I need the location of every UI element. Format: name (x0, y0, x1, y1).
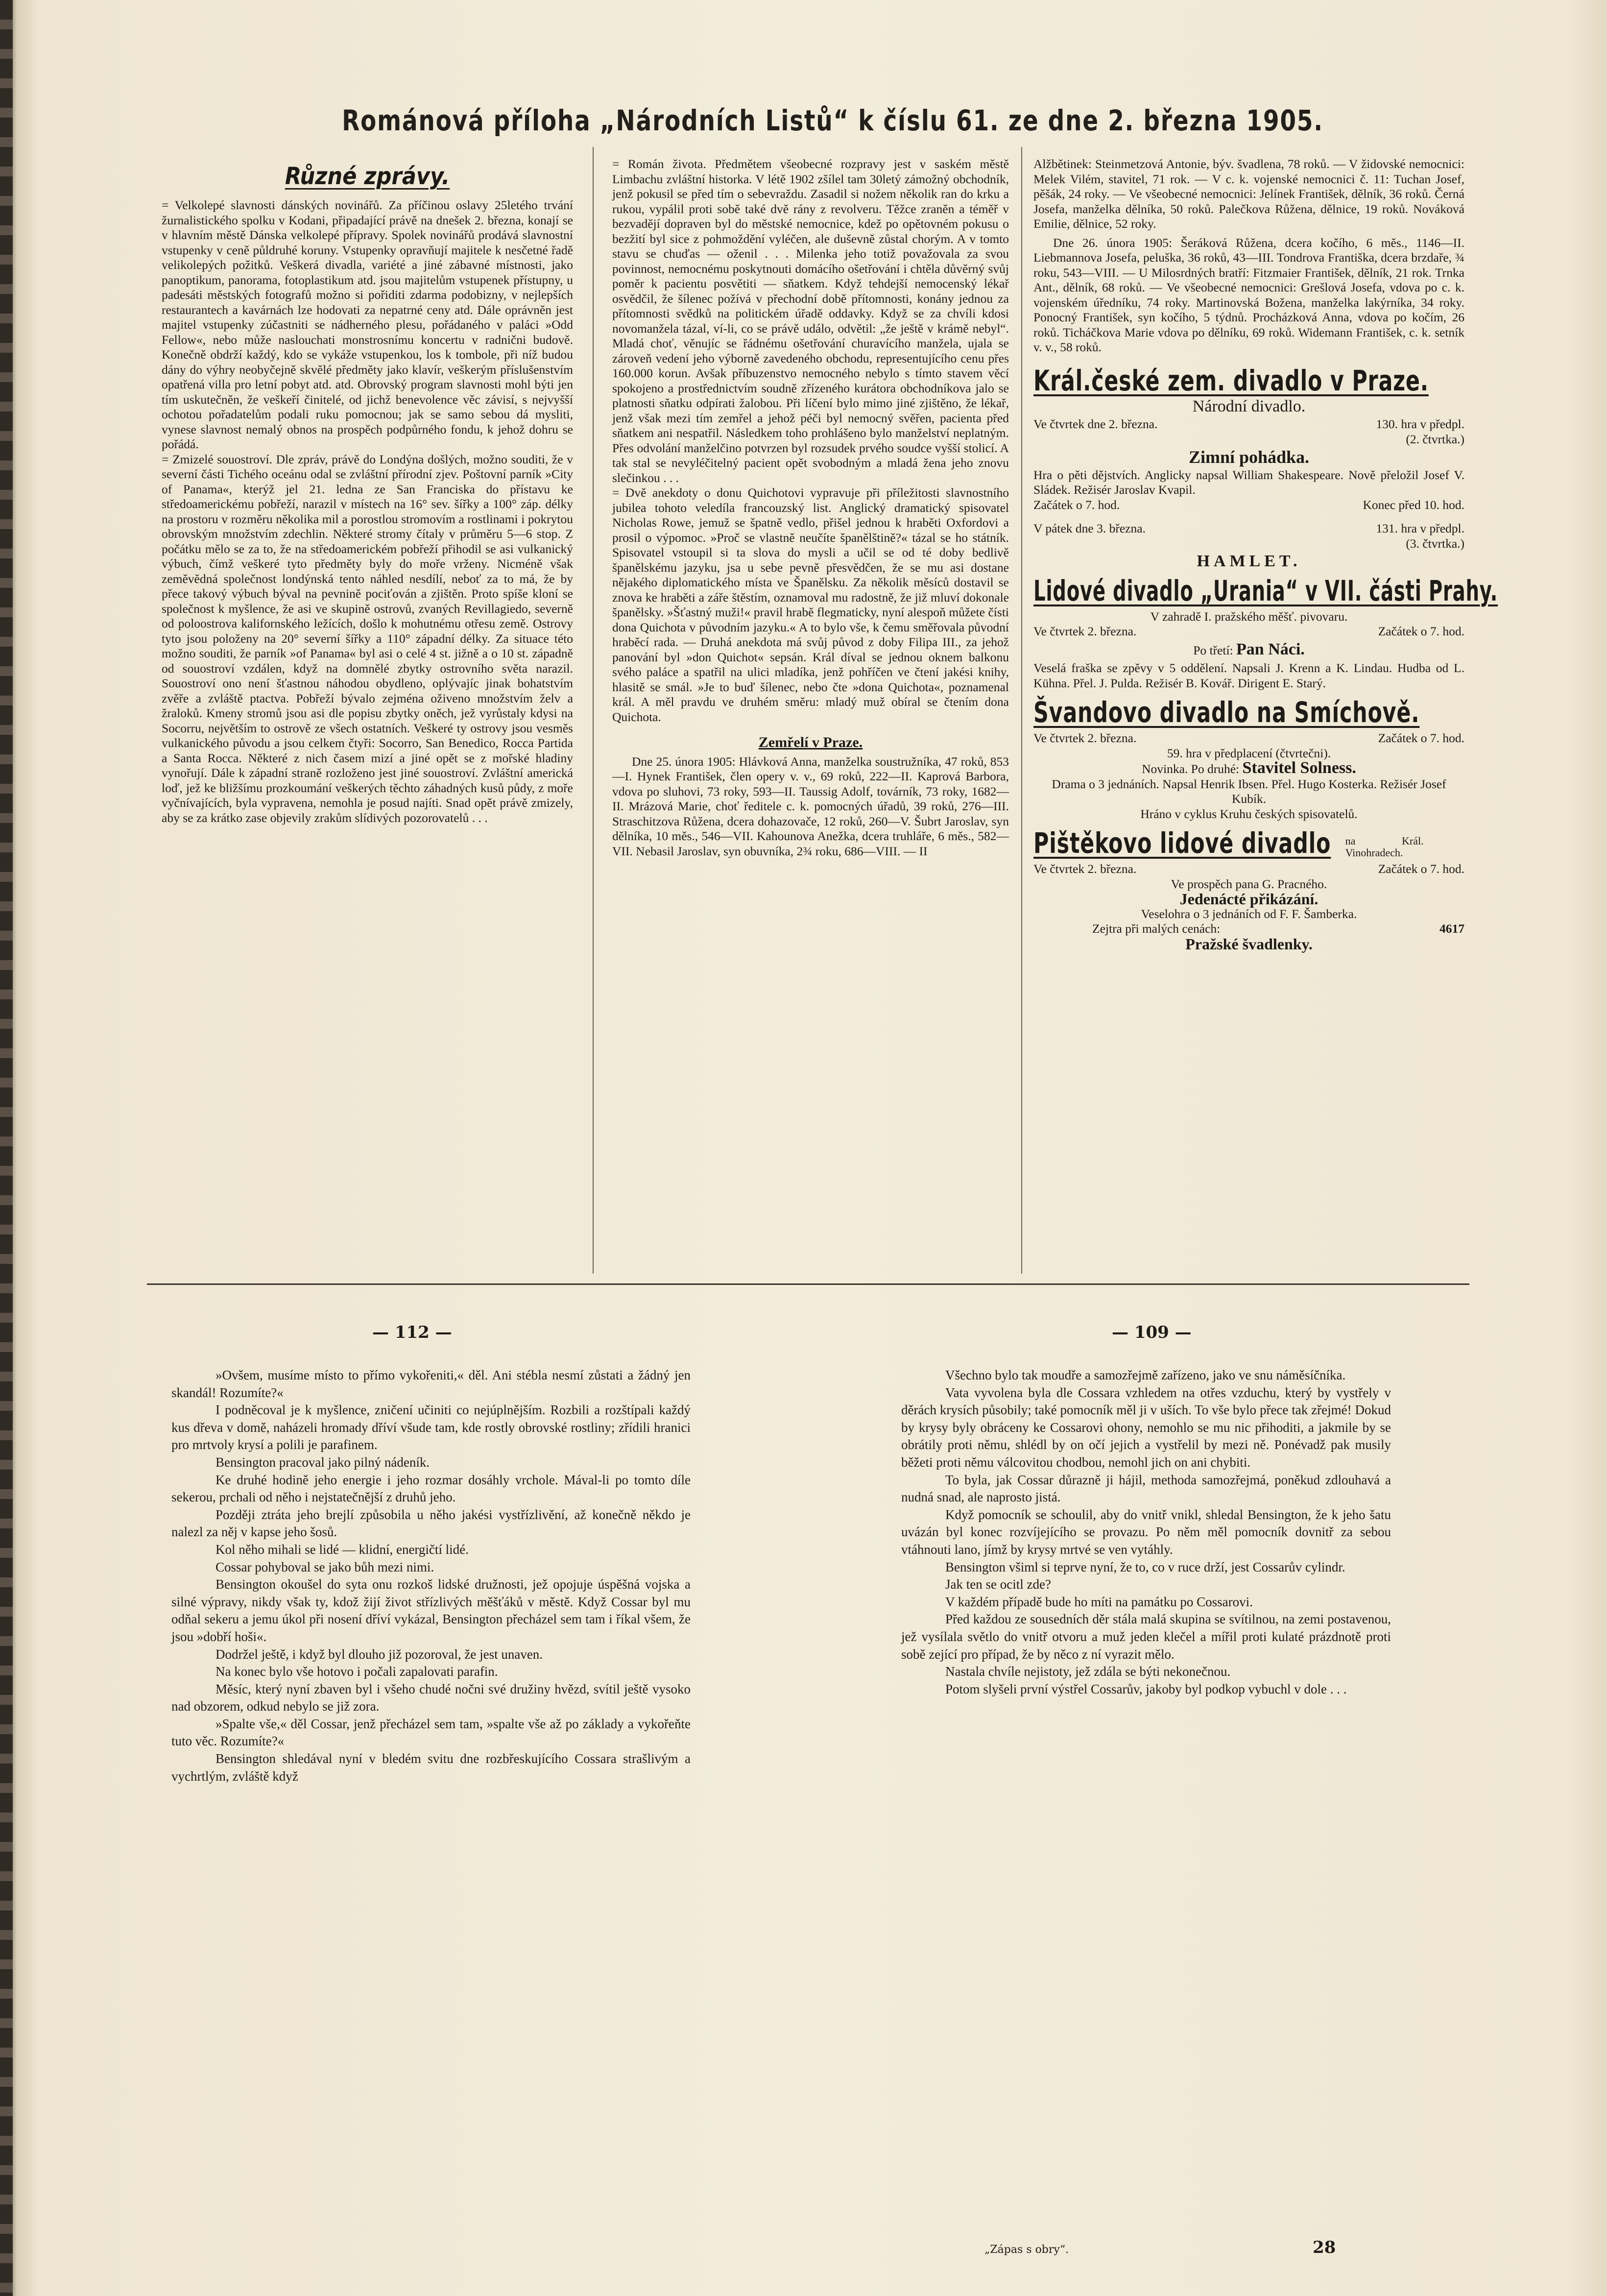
play-description: Veselá fraška se zpěvy v 5 oddělení. Napsali J. Krenn a K. Lindau. Hudba od L. Kühna. Přel. J. Pulda. Režisér B. Kovář. Dirigent E. Starý. (1033, 661, 1464, 690)
play-title: Stavitel Solness. (1242, 759, 1356, 777)
novel-paragraph: »Spalte vše,« děl Cossar, jenž přecházel sem tam, »spalte vše až po základy a vykořeňte tuto věc. Rozumíte?« (171, 1716, 691, 1749)
page-number-left: — 112 — (372, 1323, 452, 1342)
subscription-info: 59. hra v předplacení (čtvrtečni). (1167, 746, 1331, 760)
novel-paragraph: Ke druhé hodině jeho energie i jeho rozmar dosáhly vrchole. Mával-li po tomto díle sekerou, prchali od něho i nejstatečnější z druhů jeho. (171, 1472, 691, 1505)
start-time: Začátek o 7. hod. (1378, 862, 1464, 876)
sheet-number: 28 (1313, 2238, 1336, 2257)
performance-date: V pátek dne 3. března. (1033, 521, 1146, 535)
subscription-quarter: (3. čtvrtka.) (1406, 536, 1464, 551)
subscription-info: 130. hra v předpl. (1376, 417, 1464, 431)
play-description: Veselohra o 3 jednáních od F. F. Šamberka. (1141, 906, 1357, 921)
novel-paragraph: Před každou ze sousedních děr stála malá skupina se svítilnou, na zemi postavenou, jež vysílala světlo do vnitř otvoru a muž jeden klečel a mířil proti kulaté prázdnotě proti sobě zející pro případ, že by něco z ní vyrazit mělo. (901, 1612, 1391, 1662)
novel-paragraph: Když pomocník se schoulil, aby do vnitř vnikl, shledal Bensington, že k jeho šatu uvázán byl konec rozvíjejícího se provazu. Po něm měl pomocník dovnitř za sebou vtáhnouti lano, jímž by krysy mrtvé se ven vytáhly. (901, 1507, 1391, 1557)
deaths-title: Zemřelí v Praze. (758, 734, 863, 750)
performance-date: Ve čtvrtek 2. března. (1033, 862, 1137, 876)
signature-line: „Zápas s obry“. (984, 2244, 1069, 2256)
play-title: Zimní pohádka. (1188, 447, 1310, 467)
novel-paragraph: To byla, jak Cossar důrazně ji hájil, methoda samozřejmá, poněkud zdlouhavá a nudná snad, ale naprosto jistá. (901, 1472, 1391, 1505)
urania-theatre-title: Lidové divadlo „Urania“ v VII. části Prahy. (1033, 574, 1498, 607)
page-number-right: — 109 — (1112, 1323, 1192, 1342)
misc-news-title: Různé zprávy. (285, 163, 450, 190)
start-time: Začátek o 7. hod. (1378, 624, 1464, 638)
novel-paragraph: Nastala chvíle nejistoty, jež zdála se býti nekonečnou. (945, 1664, 1231, 1679)
performance-date: Ve čtvrtek 2. března. (1033, 731, 1137, 745)
novel-paragraph: »Ovšem, musíme místo to přímo vykořeniti,« děl. Ani stébla nesmí zůstati a žádný jen skandál! Rozumíte?« (171, 1368, 691, 1400)
novel-paragraph: Cossar pohyboval se jako bůh mezi nimi. (216, 1559, 434, 1574)
binding-edge (0, 0, 13, 2296)
tomorrow-note: Zejtra při malých cenách: (1092, 921, 1221, 936)
novel-paragraph: Měsíc, který nyní zbaven byl i všeho chudé nočni své družiny hvězd, svítil ještě vysoko nad obzorem, odkud nebylo se již zora. (171, 1681, 691, 1714)
performance-note: Po třetí: (1193, 643, 1233, 657)
page-header: Románová příloha „Národních Listů“ k číslu 61. ze dne 2. března 1905. (342, 104, 1323, 137)
novel-paragraph: Bensington pracoval jako pilný nádeník. (216, 1454, 430, 1470)
column-stories (612, 157, 1009, 859)
venue: V zahradě I. pražského měšť. pivovaru. (1150, 609, 1348, 624)
novel-paragraph: Jak ten se ocitl zde? (945, 1577, 1051, 1592)
benefit-note: Ve prospěch pana G. Pracného. (1171, 876, 1327, 891)
article-life-novel: = Román života. Předmětem všeobecné rozpravy jest v saském městě Limbachu zvláštní historka. V létě 1902 zšílel tam 30letý zámožný obchodník, jenž pokusil se před tím o sebevraždu. Zasadil si nožem několik ran do krku a rukou, vypálil proti sobě také dvě rány z revolveru. Těžce zraněn a téměř v bezvadějí dopraven byl do městské nemocnice, kdež po opětovném pokusu o bezžití byl sice z pohmoždění vyléčen, ale duševně zůstal chorým. A v tomto stavu se chuďas — oženil . . . Milenka jeho totiž považovala za svou povinnost, nemocnému poskytnouti domácího ošetřování i chtěla důvěrný svůj poměr k pacientu posvětiti — sňatkem. Když tehdejší nemocenský lékař osvědčil, že šílenec požívá v přechodní době přítomnosti, konány jednou za přítomnosti svědků na politickém úřadě oddavky. Když se za chvíli kdosi novomanžela tázal, ví-li, co se právě událo, odvětil: „že ještě v krámě nebyl“. Mladá choť, věnujíc se řádnému ošetřování churavícího manžela, ujala se zároveň vedení jeho výborně zavedeného obchodu, representujícího cenu přes 160.000 korun. Avšak příbuzenstvo nemocného nebylo s tímto stavem věcí spokojeno a prostřednictvím soudně zřízeného kurátora obchodníkova jalo se platnosti sňatku odpírati žalobou. Při líčení bylo mimo jiné zjištěno, že lékař, jenž však mezi tím zemřel a jehož péči byl nemocný svěřen, pacienta před sňatkem ani nespatřil. Následkem toho prohlášeno bylo manželství neplatným. Přes odvolání manželčino potvrzen byl rozsudek prvého soudce vyšší stolicí. A tak stal se nevyléčitelný pacient opět svobodným a mladá žena jeho znovu slečinkou . . . (612, 157, 1009, 485)
novel-page-right (901, 1367, 1391, 1698)
novel-paragraph: Bensington všiml si teprve nyní, že to, co v ruce drží, jest Cossarův cylindr. (945, 1559, 1345, 1574)
deaths-list-feb26: Dne 26. února 1905: Šeráková Růžena, dcera kočího, 6 měs., 1146—II. Liebmannova Josefa, peluška, 36 roků, 43—III. Tondrova Františka, dcera brzdaře, ¾ roku, 543—VIII. — U Milosrdných bratří: Fitzmaier František, dělník, 21 rok. Trnka Ant., dělník, 68 roků. — Ve všeobecné nemocnici: Grešlová Josefa, vdova po c. k. vojenském úředníku, 74 roky. Martinovská Božena, manželka lakýrníka, 34 roky. Ponocný František, syn kočího, 5 týdnů. Procházková Anna, vdova po kočím, 26 roků. Ticháčkova Marie vdova po dělníku, 69 roků. Widemann František, c. k. setník v. v., 58 roků. (1033, 235, 1464, 354)
novel-paragraph: Dodržel ještě, i když byl dlouho již pozoroval, že jest unaven. (216, 1646, 543, 1662)
subscription-quarter: (2. čtvrtka.) (1406, 432, 1464, 446)
column-divider (593, 147, 594, 1274)
start-time: Začátek o 7. hod. (1033, 497, 1120, 512)
deaths-list-feb25: Dne 25. února 1905: Hlávková Anna, manželka soustružníka, 47 roků, 853—I. Hynek František, člen opery v. v., 69 roků, 222—II. Kaprová Barbora, vdova po sluhovi, 73 roky, 593—II. Taussig Adolf, továrník, 73 roky, 1682—II. Mrázová Marie, choť ředitele c. k. pomocných úřadů, 39 roků, 276—III. Straschitzova Růžena, dcera dohazovače, 12 roků, 260—V. Šubrt Jaroslav, syn dělníka, 10 měs., 546—VII. Kahounova Anežka, dcera truhláře, 6 měs., 582—VII. Nebasil Jaroslav, syn obuvníka, 2¾ roku, 686—VIII. — II (612, 754, 1009, 858)
pistek-theatre-title: Pištěkovo lidové divadlo (1033, 826, 1331, 860)
deaths-list-hospitals: Alžbětinek: Steinmetzová Antonie, býv. švadlena, 78 roků. — V židovské nemocnici: Melek Vilém, stavitel, 71 rok. — V c. k. vojenské nemocnici č. 11: Tuchan Josef, pěšák, 24 roky. — Ve všeobecné nemocnici: Jelínek František, dělník, 36 roků. Černá Josefa, manželka dělníka, 50 roků. Palečkova Růžena, dělnice, 19 roků. Nováková Emilie, dělnice, 52 roky. (1033, 157, 1464, 231)
column-misc-news (162, 162, 573, 825)
theatre-urania (1033, 574, 1498, 691)
novel-paragraph: Později ztráta jeho brejlí způsobila u něho jakési vystřízlivění, až konečně někdo je nalezl za něj v kapse jeho šosů. (171, 1507, 691, 1540)
play-description: Drama o 3 jednáních. Napsal Henrik Ibsen. Přel. Hugo Kosterka. Režisér Josef Kubík. (1052, 776, 1446, 806)
novel-paragraph: Na konec bylo vše hotovo i počali zapalovati parafin. (216, 1664, 498, 1679)
performance-date: Ve čtvrtek dne 2. března. (1033, 417, 1158, 431)
play-title: Pražské švadlenky. (1185, 935, 1313, 953)
column-deaths-theatres (1033, 157, 1498, 953)
novel-paragraph: Bensington shledával nyní v bledém svitu dne rozbřeskujícího Cossara strašlivým a vychrtlým, zvláště když (171, 1751, 691, 1784)
section-rule (147, 1283, 1469, 1285)
ad-number: 4617 (1439, 921, 1464, 936)
novel-paragraph: Potom slyšeli první výstřel Cossarův, jakoby byl podkop vybuchl v dole . . . (945, 1681, 1347, 1696)
article-danish-journalists: = Velkolepé slavnosti dánských novinářů. Za příčinou oslavy 25letého trvání žurnalistického spolku v Kodani, připadající právě na dnešek 2. března, konají se v hlavním městě Dánska velkolepé přípravy. Spolek novinářů prodává slavnostní vstupenky v ceně půldruhé koruny. Vstupenky opravňují majitele k nesčetné řadě velikolepých požitků. Veškerá divadla, variété a jiné zábavné místnosti, jako panoptikum, panorama, fotoplastikum atd. jsou majitelům vstupenek přístupny, u padesáti městských fotografů možno si pořiditi zdarma podobizny, v nejlepších restaurantech a kavárnách lze hodovati za nepatrné ceny atd. Dále oprávněn jest majitel vstupenky zúčastniti se nádherného plesu, pořádaného v paláci »Odd Fellow«, nebo může naslouchati monstrosnímu koncertu v radnični budově. Konečně obdrží každý, kdo se vykáže vstupenkou, los k tombole, při níž budou dány do výhry neobyčejně skvělé předměty jako klavír, veškerým příslušenstvím opatřená villa pro letní pobyt atd. atd. Obrovský program slavnosti mohl býti jen tím uskutečněn, že veškeří činitelé, od jichž benevolence věc závisí, s nejvyšší ochotou pořadatelům podali ruku pomocnou; jak se samo sebou dá mysliti, vynese slavnost nemalý obnos na prospěch podpůrného fondu, k jehož dohru se pořádá. (162, 198, 573, 451)
novel-paragraph: Všechno bylo tak moudře a samozřejmě zařízeno, jako ve snu náměsíčníka. (945, 1368, 1346, 1382)
performance-date: Ve čtvrtek 2. března. (1033, 624, 1137, 638)
play-title: HAMLET. (1197, 552, 1301, 570)
cycle-note: Hráno v cyklus Kruhu českých spisovatelů. (1140, 806, 1358, 821)
start-time: Začátek o 7. hod. (1378, 731, 1464, 745)
novel-paragraph: Vata vyvolena byla dle Cossara vzhledem na otřes vzduchu, který by vystřely v děrách krysích působily; také pomocník měl ji v uších. To vše bylo přece tak zřejmé! Dokud by krysy byly obráceny ke Cossarovi ohony, nemohlo se mu nic přihoditi, a jakmile by se obrátily proti němu, shlédl by on očí jejich a vystřelil by mezi ně. Ponévadž pak musily běžeti proti němu válcovitou chodbou, nemohl jich on ani chybiti. (901, 1385, 1391, 1470)
novel-paragraph: Bensington okoušel do syta onu rozkoš lidské družnosti, jež opojuje úspěšná vojska a silné výpravy, nikdy však ty, kdož žijí život střízlivých měšťáků v městě. Když Cossar byl mu odňal sekeru a jemu úkol při nosení dříví vykázal, Bensington přecházel sem tam i říkal všem, že jsou »dobří hoši«. (171, 1577, 691, 1644)
article-quixote-anecdotes: = Dvě anekdoty o donu Quichotovi vypravuje při příležitosti slavnostního jubilea tohoto veledíla francouzský list. Anglický dramatický spisovatel Nicholas Rowe, jemuž se špatně vedlo, přišel jednou k hraběti Oxfordovi a prosil o výpomoc. »Proč se vlastně neučíte španělštině?« tázal se ho státník. Spisovatel vstoupil si ta slova do mysli a učil se od té doby bedlivě španělskému jazyku, jsa u sebe pevně přesvědčen, že se mu asi dostane nějakého diplomatického místa ve Španělsku. Za několik měsíců dostavil se znova ke hraběti a záře štěstím, oznamoval mu radostně, že již mluví dokonale španělsky. »Šťastný muži!« pravil hrabě flegmaticky, nyní alespoň můžete čísti dona Quichota v původním jazyku.« A to bylo vše, k čemu směřovala původní hraběcí rada. — Druhá anekdota má svůj původ z doby Filipa III., za jehož panování byl »don Quichot« sepsán. Král díval se jednou oknem balkonu svého paláce a spatřil na ulici mladíka, jenž pohříčen ve čtení jakési knihy, hlasitě se smál. »Je to buď šílenec, nebo čte »dona Quichota«, poznamenal král. A měl pravdu ve druhém směru: mladý muž obíral se čtením dona Quichota. (612, 485, 1009, 724)
article-vanished-archipelago: = Zmizelé souostroví. Dle zpráv, právě do Londýna došlých, možno souditi, že v severní části Tichého oceánu odal se zvláštní přírodní zjev. Poštovní parník »City of Panama«, kterýž jel 21. ledna ze San Franciska do přístavu ke středoamerickému pobřeží, narazil v místech na 16° sev. šířky a 100° záp. délky na prostoru v rozměru několika mil a porostlou stromovím a rostlinami i pokrytou obrovským množstvím zdechlin. Některé stromy čítaly v průměru 5—6 stop. Z počátku mělo se za to, že na středoamerickém pobřeží přihodil se asi vulkanický výbuch, čímž veškeré tyto předměty byly do moře vrženy. Nicméně však zeměvědná společnost londýnská tento náhled nesdílí, neboť za to má, že by přece takový výbuch býval na pevnině pociťován a zjištěn. Proto spíše kloní se společnost k myšlence, že asi ve skupině ostrovů, zvaných Revillagiedo, severně od poloostrova kalifornského ležících, došlo k mohutnému otřesu země. Ostrovy tyto jsou položeny na 20° severní šířky a 110° západní délky. Za situace této možno souditi, že parník »of Panama« byl asi o celé 4 st. jižně a o 10 st. západně od souostroví vzdálen, když na domnělé zbytky ostrovního světa narazil. Souostroví ono není šťastnou náhodou obydleno, oplývajíc jinak bohatstvím zvěře a zvláště ptactva. Pobřeží bývalo zejména oživeno množstvím želv a žraloků. Kmeny stromů jsou asi dle popisu zbytky oněch, jež vyrůstaly kdysi na Socorru, největším to ostrově ze všech ostatních. Veškeré ty ostrovy jsou vesměs vulkanického původu a jsou celkem čtyři: Socorro, San Benedico, Rocca Partida a Santa Rocca. Některé z nich časem mizí a jiné opět se z mořské hladiny vynořují. Dále k západní straně rozloženo jest jiné souostroví. Zvláštní americká loď, jež ke bližšímu prozkoumání veškerých těchto záhadných kusů půdy, z moře vyčnívajících, byla vypravena, nemohla je posud najíti. Snad opět právě zmizely, aby se za krátko zase objevily zrakům slídivých pozorovatelů . . . (162, 452, 573, 825)
theatre-svandovo (1033, 697, 1464, 822)
theatre-national (1033, 365, 1464, 569)
play-title: Pan Náci. (1236, 640, 1305, 658)
end-time: Konec před 10. hod. (1363, 497, 1464, 512)
play-title: Jedenácté přikázání. (1179, 890, 1319, 908)
performance-note: Novinka. Po druhé: (1142, 762, 1240, 776)
novel-paragraph: V každém případě bude ho míti na památku po Cossarovi. (945, 1594, 1253, 1609)
svandovo-theatre-title: Švandovo divadlo na Smíchově. (1033, 696, 1420, 729)
pistek-theatre-location: na Král. Vinohradech. (1345, 835, 1424, 859)
national-theatre-subtitle: Národní divadlo. (1192, 397, 1306, 415)
novel-paragraph: I podněcoval je k myšlence, zničení učiniti co nejúplnějším. Rozbili a rozštípali každý kus dřeva v domě, naházeli hromady dříví všude tam, kde rostly obrovské rostliny; zřídili hranici pro mrtvoly krysí a polili je parafinem. (171, 1402, 691, 1452)
column-divider (1021, 147, 1022, 1274)
theatre-pistek (1033, 827, 1464, 951)
subscription-info: 131. hra v předpl. (1376, 521, 1464, 535)
national-theatre-title: Král.české zem. divadlo v Praze. (1033, 363, 1429, 397)
novel-page-left (171, 1367, 691, 1785)
play-description: Hra o pěti dějstvích. Anglicky napsal William Shakespeare. Nově přeložil Josef V. Sládek. Režisér Jaroslav Kvapil. (1033, 467, 1464, 497)
novel-paragraph: Kol něho mihali se lidé — klidní, energičtí lidé. (216, 1542, 469, 1557)
